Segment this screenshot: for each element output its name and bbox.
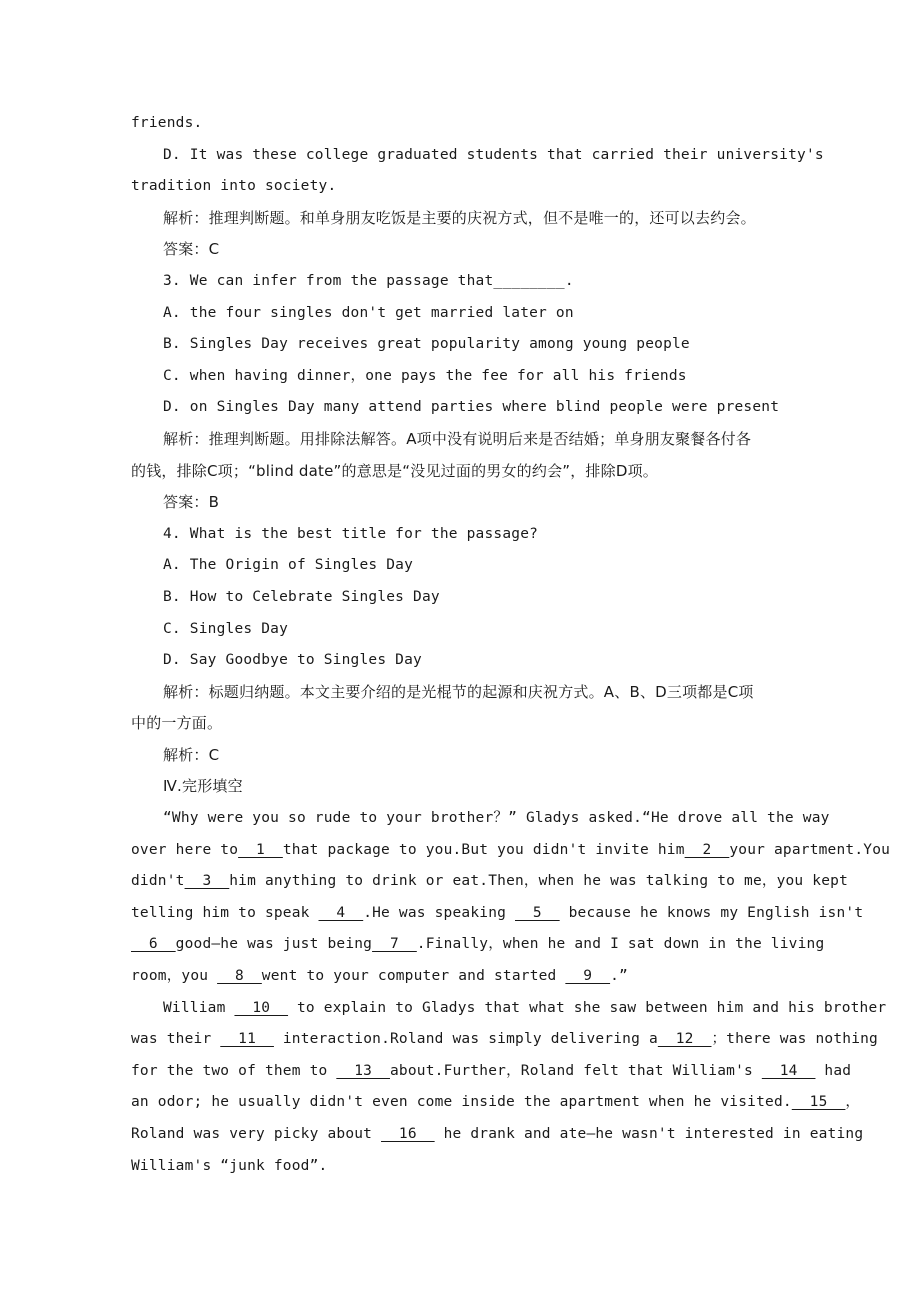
cloze-blank-12[interactable]: __12__ <box>657 1031 712 1048</box>
cloze-p1-line-1: “Why were you so rude to your brother？” Gladys asked.“He drove all the way <box>163 810 830 827</box>
cloze-p1-line-3: didn't__3__him anything to drink or eat.Then，when he was talking to me，you kept <box>131 873 849 890</box>
q2-analysis: 解析：推理判断题。和单身朋友吃饭是主要的庆祝方式，但不是唯一的，还可以去约会。 <box>163 208 756 227</box>
q4-option-c: C. Singles Day <box>163 620 289 637</box>
cloze-p1-line-4: telling him to speak __4__.He was speaking __5__ because he knows my English isn't <box>131 904 864 921</box>
cloze-p1-line-6: room，you __8__went to your computer and started __9__.” <box>131 968 628 985</box>
cloze-p2-line-4: an odor; he usually didn't even come inside the apartment when he visited.__15__， <box>131 1094 861 1111</box>
cloze-blank-9[interactable]: __9__ <box>565 968 611 985</box>
q3-option-a: A. the four singles don't get married later on <box>163 304 574 321</box>
cloze-blank-5[interactable]: __5__ <box>515 904 560 921</box>
q3-analysis-line-2: 的钱，排除C项；“blind date”的意思是“没见过面的男女的约会”，排除D项。 <box>131 461 658 480</box>
cloze-blank-7[interactable]: __7__ <box>372 936 417 953</box>
q3-analysis-line-1: 解析：推理判断题。用排除法解答。A项中没有说明后来是否结婚；单身朋友聚餐各付各 <box>163 429 752 448</box>
cloze-blank-6[interactable]: __6__ <box>131 936 176 953</box>
q4-analysis-line-2: 中的一方面。 <box>131 714 223 733</box>
cloze-p1-line-2: over here to__1__that package to you.But you didn't invite him__2__your apartment.You <box>131 841 891 858</box>
cloze-blank-15[interactable]: __15__ <box>791 1094 846 1111</box>
cloze-blank-13[interactable]: __13__ <box>336 1062 390 1079</box>
cloze-blank-3[interactable]: __3__ <box>184 873 230 890</box>
q2-option-d-line-2: tradition into society. <box>131 178 337 195</box>
q4-option-b: B. How to Celebrate Singles Day <box>163 588 440 605</box>
q4-analysis-line-1: 解析：标题归纳题。本文主要介绍的是光棍节的起源和庆祝方式。A、B、D三项都是C项 <box>163 682 754 701</box>
cloze-blank-1[interactable]: __1__ <box>238 841 283 858</box>
q3-option-b: B. Singles Day receives great popularity among young people <box>163 336 690 353</box>
cloze-p2-line-3: for the two of them to __13__about.Further，Roland felt that William's __14__ had <box>131 1062 852 1079</box>
cloze-blank-2[interactable]: __2__ <box>684 841 730 858</box>
q3-option-d: D. on Singles Day many attend parties where blind people were present <box>163 399 780 416</box>
cloze-blank-11[interactable]: __11__ <box>220 1031 274 1048</box>
cloze-blank-4[interactable]: __4__ <box>318 904 364 921</box>
q2-option-d-line-1: D. It was these college graduated students that carried their university's <box>163 146 824 163</box>
section-heading: Ⅳ.完形填空 <box>163 777 243 796</box>
cloze-p2-line-2: was their __11__ interaction.Roland was simply delivering a__12__；there was nothing <box>131 1031 878 1048</box>
cloze-blank-14[interactable]: __14__ <box>761 1062 816 1079</box>
cloze-p2-line-5: Roland was very picky about __16__ he drank and ate—he wasn't interested in eating <box>131 1126 864 1142</box>
cloze-p1-line-5: __6__good—he was just being__7__.Finally，when he and I sat down in the living <box>131 936 825 953</box>
cloze-blank-10[interactable]: __10__ <box>234 999 289 1016</box>
q2-answer: 答案：C <box>163 240 220 259</box>
q4-option-d: D. Say Goodbye to Singles Day <box>163 652 422 669</box>
q2-option-c-tail: friends. <box>131 115 203 131</box>
q3-answer: 答案：B <box>163 493 220 512</box>
cloze-p2-line-1: William __10__ to explain to Gladys that what she saw between him and his brother <box>163 999 887 1016</box>
q4-question: 4. What is the best title for the passage? <box>163 525 539 542</box>
q3-option-c: C. when having dinner，one pays the fee for all his friends <box>163 367 687 384</box>
cloze-blank-16[interactable]: __16__ <box>381 1126 435 1142</box>
q4-answer: 解析：C <box>163 745 220 764</box>
q4-option-a: A. The Origin of Singles Day <box>163 557 414 574</box>
q3-question: 3. We can infer from the passage that________. <box>163 272 574 289</box>
cloze-p2-line-6: William's “junk food”. <box>131 1157 328 1174</box>
cloze-blank-8[interactable]: __8__ <box>217 968 262 985</box>
document-page <box>131 108 891 1182</box>
